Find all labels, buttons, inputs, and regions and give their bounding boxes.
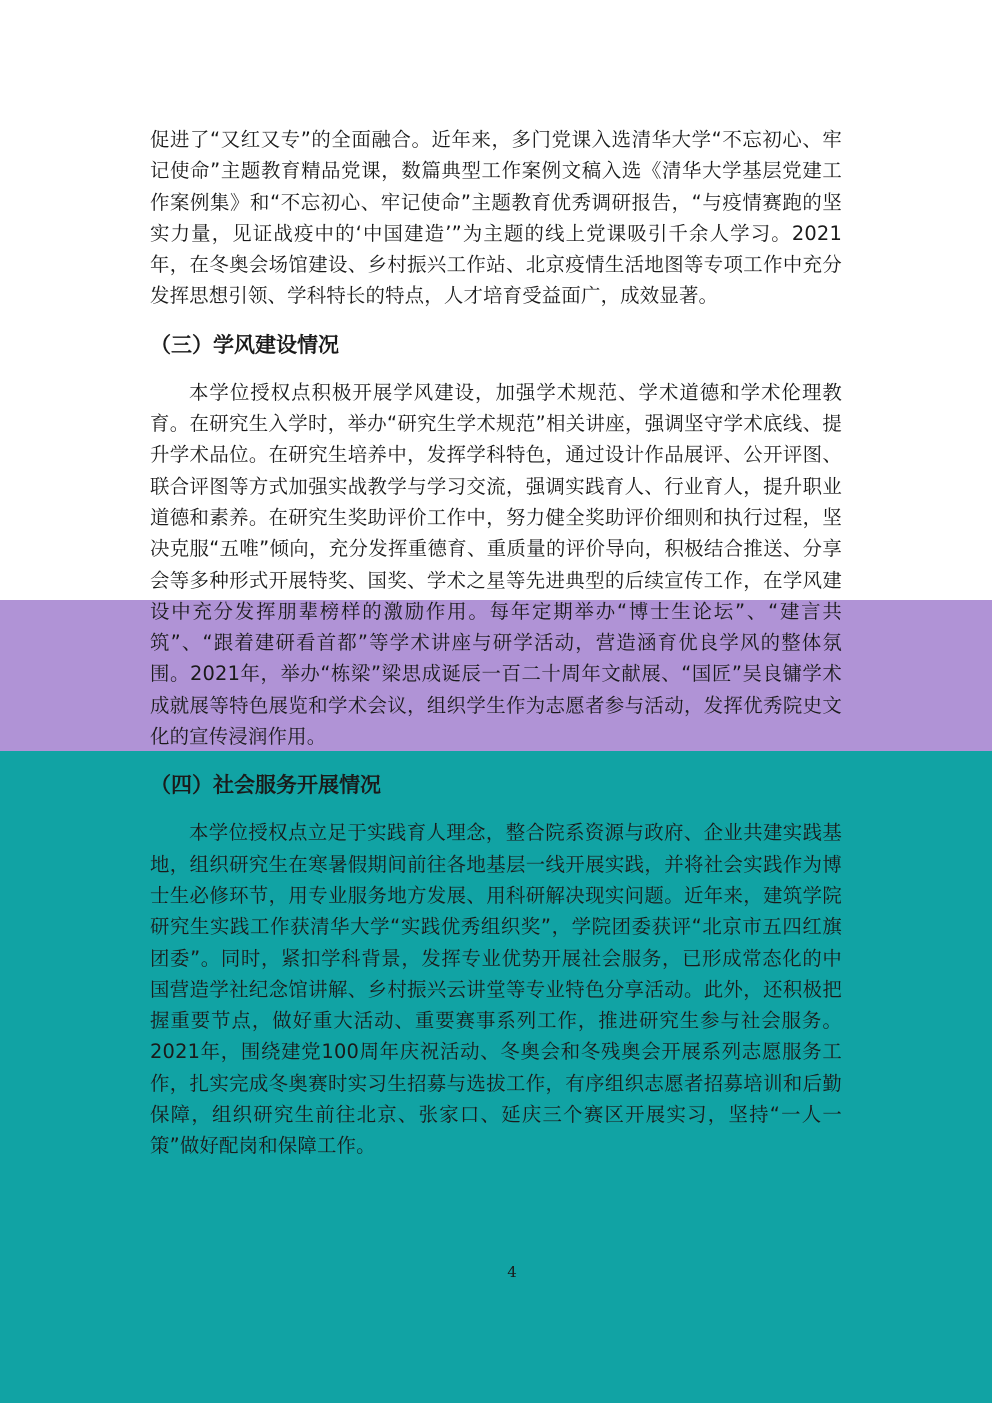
paragraph-party-building: 促进了“又红又专”的全面融合。近年来，多门党课入选清华大学“不忘初心、牢记使命”主题教育精品党课，数篇典型工作案例文稿入选《清华大学基层党建工作案例集》和“不忘初心、牢记使命”主题教育优秀调研报告，“与疫情赛跑的坚实力量，见证战疫中的‘中国建造’”为主题的线上党课吸引千余人学习。2021年，在冬奥会场馆建设、乡村振兴工作站、北京疫情生活地图等专项工作中充分发挥思想引领、学科特长的特点，人才培育受益面广，成效显著。	[150, 128, 842, 308]
heading-academic-style: （三）学风建设情况	[150, 332, 339, 357]
paragraph-academic-style: 本学位授权点积极开展学风建设，加强学术规范、学术道德和学术伦理教育。在研究生入学时，举办“研究生学术规范”相关讲座，强调坚守学术底线、提升学术品位。在研究生培养中，发挥学科特色，通过设计作品展评、公开评图、联合评图等方式加强实战教学与学习交流，强调实践育人、行业育人，提升职业道德和素养。在研究生奖助评价工作中，努力健全奖助评价细则和执行过程，坚决克服“五唯”倾向，充分发挥重德育、重质量的评价导向，积极结合推送、分享会等多种形式开展特奖、国奖、学术之星等先进典型的后续宣传工作，在学风建设中充分发挥朋辈榜样的激励作用。每年定期举办“博士生论坛”、“建言共筑”、“跟着建研看首都”等学术讲座与研学活动，营造涵育优良学风的整体氛围。2021年，举办“栋梁”梁思成诞辰一百二十周年文献展、“国匠”吴良镛学术成就展等特色展览和学术会议，组织学生作为志愿者参与活动，发挥优秀院史文化的宣传浸润作用。	[150, 380, 842, 749]
heading-social-service: （四）社会服务开展情况	[150, 773, 381, 798]
document-page	[150, 124, 842, 1162]
paragraph-social-service: 本学位授权点立足于实践育人理念，整合院系资源与政府、企业共建实践基地，组织研究生在寒暑假期间前往各地基层一线开展实践，并将社会实践作为博士生必修环节，用专业服务地方发展、用科研解决现实问题。近年来，建筑学院研究生实践工作获清华大学“实践优秀组织奖”，学院团委获评“北京市五四红旗团委”。同时，紧扣学科背景，发挥专业优势开展社会服务，已形成常态化的中国营造学社纪念馆讲解、乡村振兴云讲堂等专业特色分享活动。此外，还积极把握重要节点，做好重大活动、重要赛事系列工作，推进研究生参与社会服务。2021年，围绕建党100周年庆祝活动、冬奥会和冬残奥会开展系列志愿服务工作，扎实完成冬奥赛时实习生招募与选拔工作，有序组织志愿者招募培训和后勤保障，组织研究生前往北京、张家口、延庆三个赛区开展实习，坚持“一人一策”做好配岗和保障工作。	[150, 821, 842, 1158]
page-number: 4	[507, 1263, 517, 1281]
